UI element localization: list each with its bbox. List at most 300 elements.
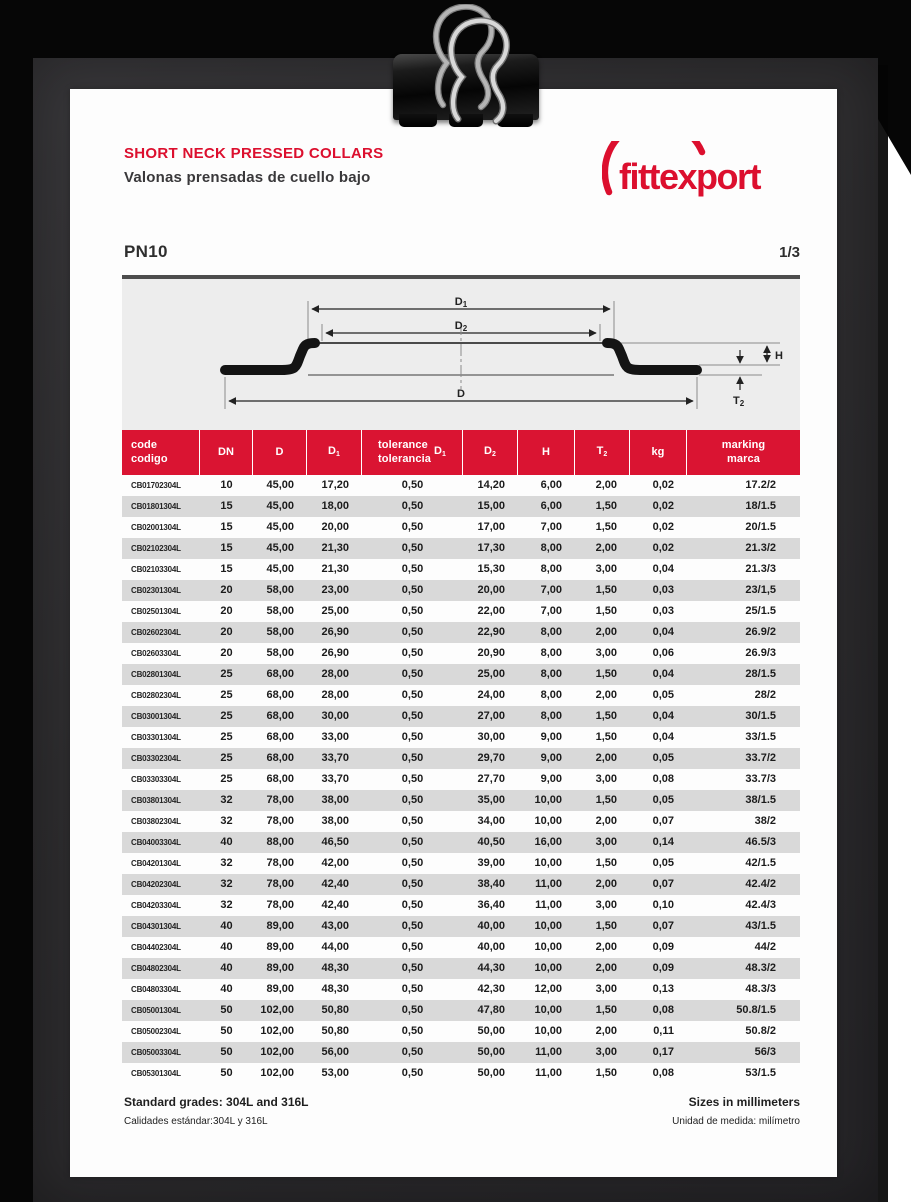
grades-en: Standard grades: 304L and 316L: [124, 1095, 309, 1109]
table-cell: 53,00: [321, 1067, 349, 1079]
table-cell: 11,00: [535, 878, 562, 890]
table-cell: CB04203304L: [131, 901, 181, 910]
table-cell: 25: [220, 773, 233, 785]
table-cell: 8,00: [540, 647, 562, 659]
table-cell: 68,00: [266, 668, 294, 680]
table-cell: 89,00: [266, 983, 294, 995]
table-cell: 46,50: [321, 836, 349, 848]
table-cell: 36,40: [477, 899, 505, 911]
table-cell: 0,50: [401, 1067, 424, 1079]
table-cell: 0,50: [401, 836, 424, 848]
table-cell: 15: [220, 500, 233, 512]
table-cell: 20/1.5: [745, 521, 776, 533]
footer-units: [672, 1095, 800, 1127]
table-row: [122, 895, 800, 916]
table-cell: 2,00: [595, 542, 617, 554]
table-cell: 0,50: [401, 983, 424, 995]
table-cell: 10: [220, 479, 233, 491]
table-cell: 0,50: [401, 794, 424, 806]
table-cell: 18,00: [321, 500, 349, 512]
header-t2: $T_2$: [575, 430, 630, 475]
table-cell: 2,00: [595, 1025, 617, 1037]
table-cell: 25,00: [321, 605, 349, 617]
table-cell: 3,00: [595, 899, 617, 911]
table-cell: 29,70: [477, 752, 505, 764]
table-cell: 0,04: [652, 563, 674, 575]
table-cell: 10,00: [534, 941, 562, 953]
collar-technical-diagram: [122, 279, 800, 430]
table-cell: CB03303304L: [131, 775, 181, 784]
table-cell: 45,00: [266, 563, 294, 575]
page-number: 1/3: [779, 244, 800, 261]
table-cell: CB04802304L: [131, 964, 181, 973]
table-cell: 2,00: [595, 752, 617, 764]
table-cell: 0,04: [652, 710, 674, 722]
table-cell: 15,30: [477, 563, 505, 575]
table-cell: 0,04: [652, 668, 674, 680]
table-cell: 0,02: [652, 479, 674, 491]
table-cell: 44,00: [321, 941, 349, 953]
table-cell: 50,00: [477, 1025, 505, 1037]
table-cell: 42,00: [321, 857, 349, 869]
table-cell: 47,80: [477, 1004, 505, 1016]
table-cell: CB02001304L: [131, 523, 181, 532]
table-cell: 28,00: [321, 668, 349, 680]
table-cell: 35,00: [477, 794, 505, 806]
table-cell: 0,07: [652, 815, 674, 827]
table-cell: CB02602304L: [131, 628, 181, 637]
table-row: [122, 958, 800, 979]
table-cell: 23/1,5: [745, 584, 776, 596]
table-cell: 33,00: [321, 731, 349, 743]
table-cell: 38,00: [321, 815, 349, 827]
document-subtitle: Valonas prensadas de cuello bajo: [124, 169, 371, 186]
table-cell: 1,50: [595, 1004, 617, 1016]
table-cell: 0,50: [401, 689, 424, 701]
table-cell: 48.3/3: [745, 983, 776, 995]
header-code: code codigo: [122, 430, 200, 475]
table-cell: 20: [220, 605, 233, 617]
table-cell: 88,00: [266, 836, 294, 848]
table-cell: 68,00: [266, 752, 294, 764]
table-cell: 0,50: [401, 857, 424, 869]
table-cell: 102,00: [260, 1067, 294, 1079]
table-cell: 0,02: [652, 521, 674, 533]
table-cell: 7,00: [540, 584, 562, 596]
table-cell: 27,00: [477, 710, 505, 722]
table-cell: CB05001304L: [131, 1006, 181, 1015]
table-cell: CB02102304L: [131, 544, 181, 553]
table-cell: 48,30: [321, 962, 349, 974]
table-cell: 24,00: [477, 689, 505, 701]
table-cell: 18/1.5: [745, 500, 776, 512]
document-title: SHORT NECK PRESSED COLLARS: [124, 145, 384, 162]
table-cell: 3,00: [595, 983, 617, 995]
table-cell: 10,00: [534, 1025, 562, 1037]
dim-d-label: D: [457, 388, 465, 400]
table-cell: 0,08: [652, 773, 674, 785]
table-cell: 8,00: [540, 668, 562, 680]
table-cell: 1,50: [595, 731, 617, 743]
table-cell: CB04402304L: [131, 943, 181, 952]
table-cell: 10,00: [534, 815, 562, 827]
table-cell: CB04202304L: [131, 880, 181, 889]
table-cell: CB05003304L: [131, 1048, 181, 1057]
table-row: [122, 622, 800, 643]
table-cell: 42,40: [321, 878, 349, 890]
table-cell: 0,50: [401, 626, 424, 638]
table-cell: 2,00: [595, 626, 617, 638]
table-cell: 0,50: [401, 1004, 424, 1016]
table-row: [122, 1042, 800, 1063]
table-row: [122, 769, 800, 790]
table-cell: 0,50: [401, 605, 424, 617]
table-cell: 38/2: [754, 815, 776, 827]
table-cell: 0,09: [652, 962, 674, 974]
table-row: [122, 853, 800, 874]
units-en: Sizes in millimeters: [688, 1095, 800, 1109]
table-cell: 0,04: [652, 731, 674, 743]
table-row: [122, 916, 800, 937]
logo-text: fittexport: [619, 156, 760, 197]
table-cell: 42,40: [321, 899, 349, 911]
table-cell: 102,00: [260, 1025, 294, 1037]
dim-d2-label: D2: [454, 320, 468, 333]
table-cell: 50.8/1.5: [736, 1004, 776, 1016]
table-cell: 0,04: [652, 626, 674, 638]
table-cell: 1,50: [595, 605, 617, 617]
table-cell: 17.2/2: [745, 479, 776, 491]
table-cell: 25,00: [477, 668, 505, 680]
table-cell: 26,90: [321, 647, 349, 659]
table-row: [122, 1021, 800, 1042]
dim-t2-label: T2: [733, 395, 745, 408]
table-cell: 32: [220, 857, 233, 869]
table-cell: 102,00: [260, 1004, 294, 1016]
dimensions-table: [122, 430, 800, 1084]
table-cell: 1,50: [595, 1067, 617, 1079]
table-cell: 32: [220, 815, 233, 827]
units-es: Unidad de medida: milímetro: [672, 1116, 800, 1127]
table-cell: 22,90: [477, 626, 505, 638]
table-cell: 0,14: [652, 836, 674, 848]
table-cell: 68,00: [266, 710, 294, 722]
table-cell: 8,00: [540, 626, 562, 638]
table-cell: 0,50: [401, 1025, 424, 1037]
dimension-lines: [229, 309, 767, 401]
table-cell: 44/2: [754, 941, 776, 953]
table-cell: 0,06: [652, 647, 674, 659]
table-cell: 38/1.5: [745, 794, 776, 806]
table-cell: 33.7/2: [745, 752, 776, 764]
table-cell: 0,02: [652, 500, 674, 512]
table-cell: 0,05: [652, 794, 674, 806]
collar-profile: [225, 323, 697, 389]
table-cell: CB04301304L: [131, 922, 181, 931]
table-cell: 38,40: [477, 878, 505, 890]
table-cell: 50,00: [477, 1046, 505, 1058]
table-cell: 6,00: [540, 479, 562, 491]
table-cell: 10,00: [534, 794, 562, 806]
table-cell: 10,00: [534, 920, 562, 932]
table-cell: 0,13: [652, 983, 674, 995]
table-cell: 1,50: [595, 920, 617, 932]
table-cell: CB02103304L: [131, 565, 181, 574]
table-cell: 3,00: [595, 836, 617, 848]
table-cell: 32: [220, 878, 233, 890]
table-cell: 17,30: [477, 542, 505, 554]
table-cell: 30,00: [321, 710, 349, 722]
table-cell: 68,00: [266, 731, 294, 743]
table-cell: 33,70: [321, 752, 349, 764]
table-cell: 0,50: [401, 521, 424, 533]
table-cell: 45,00: [266, 521, 294, 533]
table-cell: CB04003304L: [131, 838, 181, 847]
table-cell: 50.8/2: [745, 1025, 776, 1037]
table-cell: 50,00: [477, 1067, 505, 1079]
table-cell: 56,00: [321, 1046, 349, 1058]
table-cell: 48,30: [321, 983, 349, 995]
table-cell: 50: [220, 1046, 233, 1058]
table-cell: CB02301304L: [131, 586, 181, 595]
table-cell: 0,50: [401, 731, 424, 743]
table-cell: CB04201304L: [131, 859, 181, 868]
table-cell: CB01702304L: [131, 481, 181, 490]
table-cell: 20,00: [321, 521, 349, 533]
table-cell: 43,00: [321, 920, 349, 932]
table-cell: 25: [220, 668, 233, 680]
table-cell: 0,50: [401, 710, 424, 722]
table-cell: 33/1.5: [745, 731, 776, 743]
table-cell: 21.3/3: [745, 563, 776, 575]
table-cell: 27,70: [477, 773, 505, 785]
table-cell: 28,00: [321, 689, 349, 701]
table-cell: 0,50: [401, 899, 424, 911]
table-cell: 8,00: [540, 689, 562, 701]
table-cell: 10,00: [534, 962, 562, 974]
pn-row: [124, 242, 800, 262]
header-d2: $D_2$: [463, 430, 518, 475]
table-cell: 0,50: [401, 584, 424, 596]
table-cell: 42.4/3: [745, 899, 776, 911]
table-cell: 0,50: [401, 752, 424, 764]
table-cell: 3,00: [595, 773, 617, 785]
table-cell: 40: [220, 920, 233, 932]
header-d: D: [253, 430, 307, 475]
table-cell: 45,00: [266, 500, 294, 512]
table-cell: CB03801304L: [131, 796, 181, 805]
table-cell: 12,00: [534, 983, 562, 995]
table-cell: 26.9/2: [745, 626, 776, 638]
table-cell: 40,00: [477, 941, 505, 953]
table-cell: 3,00: [595, 563, 617, 575]
table-cell: 45,00: [266, 479, 294, 491]
table-cell: 0,08: [652, 1067, 674, 1079]
dim-h-label: H: [775, 350, 783, 362]
table-cell: 7,00: [540, 521, 562, 533]
table-cell: 1,50: [595, 668, 617, 680]
table-cell: 0,03: [652, 584, 674, 596]
table-row: [122, 685, 800, 706]
table-body: [122, 475, 800, 1084]
table-cell: CB03302304L: [131, 754, 181, 763]
table-cell: 42.4/2: [745, 878, 776, 890]
table-cell: 44,30: [477, 962, 505, 974]
table-cell: 0,50: [401, 668, 424, 680]
header-kg: kg: [630, 430, 687, 475]
table-cell: 78,00: [266, 815, 294, 827]
table-row: [122, 601, 800, 622]
dim-d1-label: D1: [454, 296, 468, 309]
table-cell: 7,00: [540, 605, 562, 617]
footer-grades: [124, 1095, 309, 1127]
table-cell: 40: [220, 836, 233, 848]
table-cell: 2,00: [595, 689, 617, 701]
table-cell: 40: [220, 941, 233, 953]
table-cell: 32: [220, 899, 233, 911]
table-cell: 21,30: [321, 563, 349, 575]
table-cell: 0,05: [652, 689, 674, 701]
table-cell: 15: [220, 542, 233, 554]
table-row: [122, 475, 800, 496]
table-cell: 78,00: [266, 857, 294, 869]
table-cell: 0,50: [401, 920, 424, 932]
table-cell: 50: [220, 1067, 233, 1079]
table-cell: 0,50: [401, 479, 424, 491]
table-cell: 16,00: [534, 836, 562, 848]
table-cell: 28/1.5: [745, 668, 776, 680]
table-cell: 34,00: [477, 815, 505, 827]
table-cell: CB02603304L: [131, 649, 181, 658]
table-cell: 2,00: [595, 479, 617, 491]
table-cell: 0,05: [652, 857, 674, 869]
binder-clip-wires: [418, 4, 548, 130]
table-cell: 33,70: [321, 773, 349, 785]
table-cell: CB02802304L: [131, 691, 181, 700]
table-cell: 25: [220, 731, 233, 743]
table-cell: 39,00: [477, 857, 505, 869]
table-cell: 45,00: [266, 542, 294, 554]
table-cell: 38,00: [321, 794, 349, 806]
table-cell: 9,00: [540, 731, 562, 743]
table-cell: 40,00: [477, 920, 505, 932]
table-cell: 10,00: [534, 1004, 562, 1016]
table-cell: 0,50: [401, 878, 424, 890]
table-cell: 68,00: [266, 689, 294, 701]
table-cell: 0,50: [401, 773, 424, 785]
table-cell: CB05002304L: [131, 1027, 181, 1036]
table-row: [122, 748, 800, 769]
table-cell: 1,50: [595, 500, 617, 512]
table-cell: 58,00: [266, 605, 294, 617]
table-row: [122, 832, 800, 853]
table-cell: 43/1.5: [745, 920, 776, 932]
table-cell: CB01801304L: [131, 502, 181, 511]
table-cell: 23,00: [321, 584, 349, 596]
table-cell: 20: [220, 626, 233, 638]
table-cell: 89,00: [266, 941, 294, 953]
table-cell: 28/2: [754, 689, 776, 701]
table-cell: 20,00: [477, 584, 505, 596]
extension-lines: [225, 301, 780, 409]
table-cell: 32: [220, 794, 233, 806]
table-cell: 15: [220, 563, 233, 575]
table-cell: 0,50: [401, 1046, 424, 1058]
table-row: [122, 790, 800, 811]
table-cell: 0,50: [401, 563, 424, 575]
table-cell: 20: [220, 647, 233, 659]
table-cell: 2,00: [595, 962, 617, 974]
table-cell: 33.7/3: [745, 773, 776, 785]
header-d1: $D_1$: [307, 430, 362, 475]
table-cell: 50,80: [321, 1004, 349, 1016]
table-cell: 102,00: [260, 1046, 294, 1058]
table-cell: 53/1.5: [745, 1067, 776, 1079]
table-cell: 22,00: [477, 605, 505, 617]
table-header-row: [122, 430, 800, 475]
table-cell: 58,00: [266, 647, 294, 659]
table-row: [122, 643, 800, 664]
table-cell: 3,00: [595, 647, 617, 659]
header-tolerance: tolerance tolerancia $D_1$: [362, 430, 463, 475]
table-cell: 14,20: [477, 479, 505, 491]
table-cell: 0,02: [652, 542, 674, 554]
table-cell: CB03001304L: [131, 712, 181, 721]
table-row: [122, 979, 800, 1000]
table-cell: 30,00: [477, 731, 505, 743]
table-cell: 0,03: [652, 605, 674, 617]
table-cell: 17,00: [477, 521, 505, 533]
table-row: [122, 811, 800, 832]
table-cell: 17,20: [321, 479, 349, 491]
table-cell: 8,00: [540, 563, 562, 575]
fittexport-logo: [602, 141, 782, 203]
table-cell: 0,50: [401, 500, 424, 512]
table-cell: 1,50: [595, 584, 617, 596]
table-row: [122, 580, 800, 601]
table-cell: CB02501304L: [131, 607, 181, 616]
table-cell: 0,50: [401, 941, 424, 953]
table-cell: 68,00: [266, 773, 294, 785]
table-cell: 15,00: [477, 500, 505, 512]
table-row: [122, 664, 800, 685]
table-cell: 0,50: [401, 542, 424, 554]
table-cell: 6,00: [540, 500, 562, 512]
table-cell: 15: [220, 521, 233, 533]
table-cell: CB05301304L: [131, 1069, 181, 1078]
table-row: [122, 874, 800, 895]
table-cell: 0,50: [401, 962, 424, 974]
table-row: [122, 937, 800, 958]
table-cell: 3,00: [595, 1046, 617, 1058]
table-cell: 40,50: [477, 836, 505, 848]
table-cell: 0,07: [652, 878, 674, 890]
table-cell: 8,00: [540, 710, 562, 722]
datasheet-paper: [70, 89, 837, 1177]
table-cell: 0,17: [652, 1046, 674, 1058]
table-cell: 0,09: [652, 941, 674, 953]
table-cell: 26,90: [321, 626, 349, 638]
table-cell: 0,08: [652, 1004, 674, 1016]
table-cell: 56/3: [754, 1046, 776, 1058]
table-row: [122, 496, 800, 517]
table-row: [122, 1063, 800, 1084]
table-row: [122, 727, 800, 748]
table-cell: 50: [220, 1004, 233, 1016]
table-cell: 2,00: [595, 878, 617, 890]
table-cell: 26.9/3: [745, 647, 776, 659]
table-cell: 9,00: [540, 752, 562, 764]
